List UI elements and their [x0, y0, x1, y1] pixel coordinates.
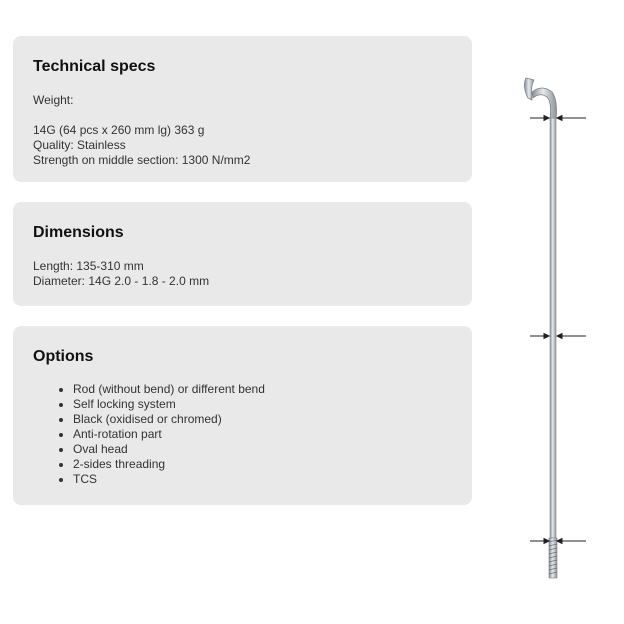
technical-specs-body — [33, 93, 250, 168]
options-list — [33, 382, 265, 487]
quality-text: Quality: Stainless — [33, 138, 126, 152]
arrow-marker-bottom — [530, 539, 586, 544]
option-item: • Oval head — [73, 442, 265, 457]
dimensions-title: Dimensions — [33, 224, 124, 241]
technical-specs-title: Technical specs — [33, 58, 156, 75]
weight-label: Weight: — [33, 93, 74, 107]
option-item: • TCS — [73, 472, 265, 487]
arrow-marker-top — [530, 116, 586, 121]
options-title: Options — [33, 348, 94, 365]
length-text: Length: 135-310 mm — [33, 259, 144, 273]
strength-text: Strength on middle section: 1300 N/mm2 — [33, 153, 251, 167]
option-item: • Black (oxidised or chromed) — [73, 412, 265, 427]
option-item: • Self locking system — [73, 397, 265, 412]
diameter-text: Diameter: 14G 2.0 - 1.8 - 2.0 mm — [33, 274, 210, 288]
option-item: • Anti-rotation part — [73, 427, 265, 442]
dimensions-card — [13, 202, 472, 306]
spoke-shaft — [550, 118, 556, 538]
option-item: • Rod (without bend) or different bend — [73, 382, 265, 397]
spoke-illustration — [520, 70, 620, 585]
arrow-marker-middle — [530, 334, 586, 339]
dimensions-body — [33, 259, 209, 289]
weight-value: 14G (64 pcs x 260 mm lg) 363 g — [33, 123, 205, 137]
option-item: • 2-sides threading — [73, 457, 265, 472]
options-card — [13, 326, 472, 505]
technical-specs-card — [13, 36, 472, 182]
